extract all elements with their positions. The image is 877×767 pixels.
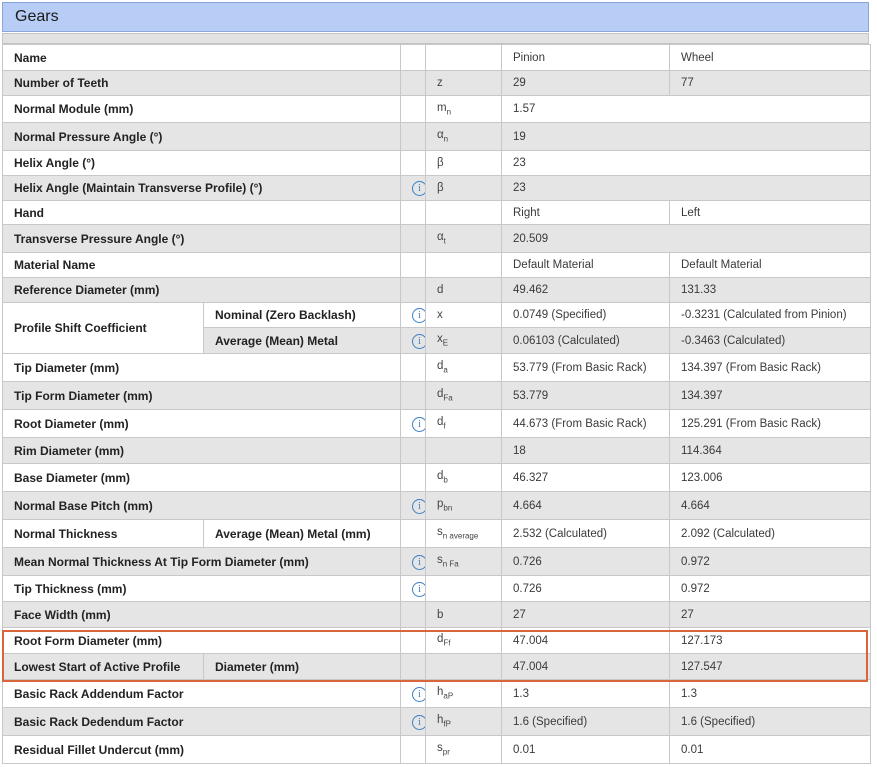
table-row: Basic Rack Dedendum Factor i $h_{fP}$ 1.6 (Specified) 1.6 (Specified) — [3, 708, 871, 736]
symbol: $\alpha_n$ — [426, 123, 502, 151]
gears-panel-header[interactable] — [2, 2, 869, 32]
symbol: $d_a$ — [426, 354, 502, 382]
symbol: $h_{fP}$ — [426, 708, 502, 736]
symbol: $d_{Fa}$ — [426, 382, 502, 410]
table-row: Helix Angle (°) β 23 — [3, 151, 871, 176]
table-row: Number of Teeth z 29 77 — [3, 71, 871, 96]
symbol: x — [426, 303, 502, 328]
gears-table — [2, 44, 871, 764]
table-row: Normal Pressure Angle (°) $\alpha_n$ 19 — [3, 123, 871, 151]
table-row: Profile Shift Coefficient Nominal (Zero Backlash) i x 0.0749 (Specified) -0.3231 (Calculated from Pinion) — [3, 303, 871, 328]
info-circle-icon[interactable]: i — [412, 417, 426, 432]
table-row: Normal Thickness Average (Mean) Metal (mm) $s_{n average}$ 2.532 (Calculated) 2.092 (Calculated) — [3, 520, 871, 548]
table-row: Average (Mean) Metal i $x_E$ 0.06103 (Calculated) -0.3463 (Calculated) — [3, 328, 871, 354]
table-row: Material Name Default Material Default Material — [3, 253, 871, 278]
info-circle-icon[interactable]: i — [412, 715, 426, 730]
panel-title: Gears — [15, 8, 59, 25]
info-circle-icon[interactable]: i — [412, 334, 426, 349]
symbol: $d_f$ — [426, 410, 502, 438]
symbol: $s_{n Fa}$ — [426, 548, 502, 576]
table-row: Lowest Start of Active Profile Diameter (mm) 47.004 127.547 — [3, 654, 871, 680]
table-row: Normal Module (mm) $m_n$ 1.57 — [3, 96, 871, 123]
name-header: Name — [3, 45, 401, 71]
symbol: d — [426, 278, 502, 303]
symbol: $m_n$ — [426, 96, 502, 123]
table-row: Root Form Diameter (mm) $d_{Ff}$ 47.004 127.173 — [3, 628, 871, 654]
table-row: Root Diameter (mm) i $d_f$ 44.673 (From Basic Rack) 125.291 (From Basic Rack) — [3, 410, 871, 438]
info-circle-icon[interactable]: i — [412, 308, 426, 323]
symbol: β — [426, 176, 502, 201]
symbol: $d_{Ff}$ — [426, 628, 502, 654]
symbol: $s_{pr}$ — [426, 736, 502, 764]
info-circle-icon[interactable]: i — [412, 582, 426, 597]
panel-toolbar-strip — [2, 33, 869, 44]
symbol: $p_{bn}$ — [426, 492, 502, 520]
symbol: $h_{aP}$ — [426, 680, 502, 708]
symbol: $\alpha_t$ — [426, 225, 502, 253]
table-row: Rim Diameter (mm) 18 114.364 — [3, 438, 871, 464]
table-row: Tip Diameter (mm) $d_a$ 53.779 (From Basic Rack) 134.397 (From Basic Rack) — [3, 354, 871, 382]
table-row: Basic Rack Addendum Factor i $h_{aP}$ 1.3 1.3 — [3, 680, 871, 708]
table-row: Base Diameter (mm) $d_b$ 46.327 123.006 — [3, 464, 871, 492]
symbol: β — [426, 151, 502, 176]
table-row: Normal Base Pitch (mm) i $p_{bn}$ 4.664 4.664 — [3, 492, 871, 520]
symbol: b — [426, 602, 502, 628]
wheel-header: Wheel — [670, 45, 871, 71]
table-row: Mean Normal Thickness At Tip Form Diameter (mm) i $s_{n Fa}$ 0.726 0.972 — [3, 548, 871, 576]
symbol: $x_E$ — [426, 328, 502, 354]
table-row: Transverse Pressure Angle (°) $\alpha_t$ 20.509 — [3, 225, 871, 253]
info-circle-icon[interactable]: i — [412, 555, 426, 570]
pinion-header: Pinion — [502, 45, 670, 71]
table-row: Hand Right Left — [3, 201, 871, 225]
info-circle-icon[interactable]: i — [412, 687, 426, 702]
symbol: $d_b$ — [426, 464, 502, 492]
table-row — [3, 45, 871, 71]
table-row: Tip Thickness (mm) i 0.726 0.972 — [3, 576, 871, 602]
table-row: Helix Angle (Maintain Transverse Profile) (°) i β 23 — [3, 176, 871, 201]
table-row: Face Width (mm) b 27 27 — [3, 602, 871, 628]
symbol: z — [426, 71, 502, 96]
table-row: Tip Form Diameter (mm) $d_{Fa}$ 53.779 134.397 — [3, 382, 871, 410]
info-circle-icon[interactable]: i — [412, 499, 426, 514]
table-row: Reference Diameter (mm) d 49.462 131.33 — [3, 278, 871, 303]
table-row: Residual Fillet Undercut (mm) $s_{pr}$ 0.01 0.01 — [3, 736, 871, 764]
symbol: $s_{n average}$ — [426, 520, 502, 548]
info-circle-icon[interactable]: i — [412, 181, 426, 196]
